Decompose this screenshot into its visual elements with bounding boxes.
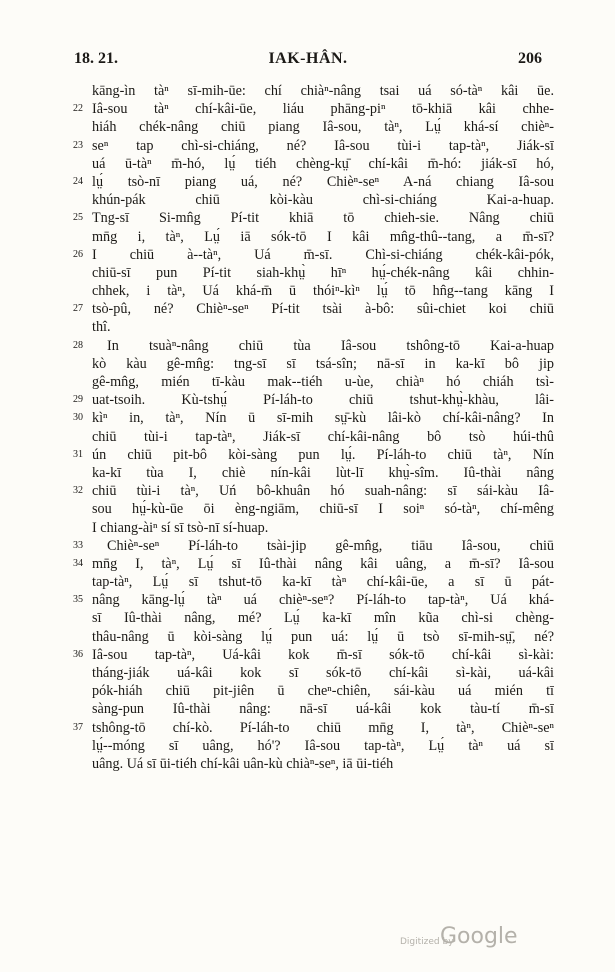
text-line bbox=[0, 555, 615, 573]
line-text: chiū tùi-i tap-tàⁿ, Jiák-sī chí-kâi-nâng bô tsò húi-thû bbox=[92, 428, 554, 445]
text-line bbox=[0, 100, 615, 118]
verse-number: 25 bbox=[73, 212, 83, 224]
text-line bbox=[0, 373, 615, 391]
book-title: IAK-HÂN. bbox=[268, 50, 348, 67]
text-line bbox=[0, 464, 615, 482]
verse-number: 34 bbox=[73, 557, 83, 569]
verse-number: 30 bbox=[73, 412, 83, 424]
line-text: uat-tsoih. Kù-tshṳ́ Pí-láh-to chiū tshut-khṳ̀-khàu, lâi- bbox=[92, 392, 554, 409]
chapter-verse-reference: 18. 21. bbox=[74, 50, 118, 67]
text-line bbox=[0, 428, 615, 446]
line-text: kò kàu gê-mn̂g: tng-sī sī tsá-sîn; nā-sī in ka-kī bô jip bbox=[92, 355, 554, 372]
line-text: ka-kī tùa I, chiè nín-kâi lùt-lī khṳ̀-sîm. Iû-thài nâng bbox=[92, 464, 554, 481]
line-text: chhek, i tàⁿ, Uá khá-m̄ ū thóiⁿ-kìⁿ lṳ́ tō hn̂g--tang kāng I bbox=[92, 283, 554, 300]
line-text: uá ū-tàⁿ m̄-hó, lṳ́ tiéh chèng-kṳ̄ chí-kâi m̄-hó: jiák-sī hó, bbox=[92, 155, 554, 172]
text-line bbox=[0, 755, 615, 773]
text-line bbox=[0, 264, 615, 282]
text-line bbox=[0, 337, 615, 355]
line-text: chiū-sī pun Pí-tit siah-khṳ̀ hīⁿ hṳ́-chék-nâng kâi chhin- bbox=[92, 264, 554, 281]
text-line bbox=[0, 82, 615, 100]
verse-number: 36 bbox=[73, 648, 83, 660]
verse-number: 26 bbox=[73, 248, 83, 260]
text-line bbox=[0, 537, 615, 555]
line-text: tap-tàⁿ, Lṳ́ sī tshut-tō ka-kī tàⁿ chí-kâi-ūe, a sī ū pát- bbox=[92, 574, 554, 591]
text-line bbox=[0, 646, 615, 664]
verse-number: 31 bbox=[73, 448, 83, 460]
text-line bbox=[0, 737, 615, 755]
line-text: kāng-ìn tàⁿ sī-mih-ūe: chí chiàⁿ-nâng tsai uá só-tàⁿ kâi ūe. bbox=[92, 83, 554, 99]
line-text: ún chiū pit-bô kòi-sàng pun lṳ́. Pí-láh-to chiū tàⁿ, Nín bbox=[92, 446, 554, 463]
line-text: nâng kāng-lṳ́ tàⁿ uá chièⁿ-seⁿ? Pí-láh-to tap-tàⁿ, Uá khá- bbox=[92, 592, 554, 609]
text-line bbox=[0, 719, 615, 737]
verse-number: 28 bbox=[73, 339, 83, 351]
text-line bbox=[0, 282, 615, 300]
line-text: seⁿ tap chì-si-chiáng, né? Iâ-sou tùi-i tap-tàⁿ, Jiák-sī bbox=[92, 137, 554, 154]
line-text: thâu-nâng ū kòi-sàng lṳ́ pun uá: lṳ́ ū tsò sī-mih-sṳ̄, né? bbox=[92, 628, 554, 645]
text-line bbox=[0, 118, 615, 136]
text-line bbox=[0, 628, 615, 646]
text-line bbox=[0, 573, 615, 591]
line-text: khún-pák chiū kòi-kàu chì-si-chiáng Kai-a-huap. bbox=[92, 192, 554, 209]
line-text: sī Iû-thài nâng, mé? Lṳ́ ka-kī mîn kũa chì-si chèng- bbox=[92, 610, 554, 627]
text-line bbox=[0, 318, 615, 336]
line-text: sou hṳ́-kù-ūe ōi èng-ngiām, chiū-sī I soiⁿ só-tàⁿ, chí-mêng bbox=[92, 501, 554, 518]
line-text: Chièⁿ-seⁿ Pí-láh-to tsài-jip gê-mn̂g, tiāu Iâ-sou, chiū bbox=[107, 537, 554, 554]
line-text: Iâ-sou tàⁿ chí-kâi-ūe, liáu phāng-piⁿ tō-khiā kâi chhe- bbox=[92, 101, 554, 118]
verse-number: 32 bbox=[73, 485, 83, 497]
line-text: lṳ́ tsò-nī piang uá, né? Chièⁿ-seⁿ A-ná chiang Iâ-sou bbox=[92, 173, 554, 190]
text-line bbox=[0, 155, 615, 173]
text-line bbox=[0, 682, 615, 700]
text-line bbox=[0, 191, 615, 209]
text-line bbox=[0, 446, 615, 464]
line-text: tshông-tō chí-kò. Pí-láh-to chiū mn̄g I, tàⁿ, Chièⁿ-seⁿ bbox=[92, 719, 554, 736]
line-text: I chiū à--tàⁿ, Uá m̄-sī. Chì-si-chiáng chék-kâi-pók, bbox=[92, 246, 554, 263]
line-text: Tng-sī Si-mn̂g Pí-tit khiā tō chieh-sie. Nâng chiū bbox=[92, 210, 554, 227]
verse-number: 24 bbox=[73, 175, 83, 187]
line-text: kìⁿ in, tàⁿ, Nín ū sī-mih sṳ̄-kù lâi-kò chí-kâi-nâng? In bbox=[92, 410, 554, 427]
running-header bbox=[74, 50, 542, 74]
line-text: sàng-pun Iû-thài nâng: nā-sī uá-kâi kok tàu-tí m̄-sī bbox=[92, 701, 554, 718]
page-number: 206 bbox=[518, 50, 542, 67]
line-text: uâng. Uá sī ūi-tiéh chí-kâi uân-kù chiàⁿ-seⁿ, iā ūi-tiéh bbox=[92, 755, 394, 772]
line-text: In tsuàⁿ-nâng chiū tùa Iâ-sou tshông-tō Kai-a-huap bbox=[107, 337, 554, 354]
line-text: pók-hiáh chiū pit-jiên ū cheⁿ-chiên, sái-kàu uá mién tī bbox=[92, 683, 554, 700]
verse-number: 29 bbox=[73, 394, 83, 406]
text-line bbox=[0, 700, 615, 718]
line-text: I chiang-àiⁿ sí sī tsò-nī sí-huap. bbox=[92, 519, 269, 536]
verse-number: 33 bbox=[73, 539, 83, 551]
text-line bbox=[0, 482, 615, 500]
text-line bbox=[0, 500, 615, 518]
line-text: mn̄g I, tàⁿ, Lṳ́ sī Iû-thài nâng kâi uâng, a m̄-sī? Iâ-sou bbox=[92, 555, 554, 572]
verse-number: 23 bbox=[73, 139, 83, 151]
line-text: tsò-pû, né? Chièⁿ-seⁿ Pí-tit tsài à-bô: sûi-chiet koi chiū bbox=[92, 301, 554, 318]
text-line bbox=[0, 591, 615, 609]
google-logo: Google bbox=[440, 924, 518, 949]
text-line bbox=[0, 664, 615, 682]
text-line bbox=[0, 409, 615, 427]
text-line bbox=[0, 519, 615, 537]
text-line bbox=[0, 137, 615, 155]
line-text: mn̄g i, tàⁿ, Lṳ́ iā sók-tō I kâi mn̂g-thû--tang, a m̄-sī? bbox=[92, 228, 554, 245]
line-text: chiū tùi-i tàⁿ, Uń bô-khuân hó suah-nâng: sī sái-kàu Iâ- bbox=[92, 483, 554, 500]
text-line bbox=[0, 209, 615, 227]
text-line bbox=[0, 391, 615, 409]
text-line bbox=[0, 246, 615, 264]
text-line bbox=[0, 173, 615, 191]
text-line bbox=[0, 355, 615, 373]
verse-number: 22 bbox=[73, 103, 83, 115]
verse-number: 27 bbox=[73, 303, 83, 315]
digitized-by-label: Digitized by bbox=[400, 937, 454, 947]
line-text: tháng-jiák uá-kâi kok sī sók-tō chí-kâi sì-kài, uá-kâi bbox=[92, 665, 554, 681]
text-line bbox=[0, 609, 615, 627]
line-text: thî. bbox=[92, 319, 111, 336]
line-text: gê-mn̂g, mién tī-kàu mak--tiéh u-ùe, chiàⁿ hó chiáh tsì- bbox=[92, 374, 554, 390]
text-line bbox=[0, 228, 615, 246]
verse-number: 37 bbox=[73, 721, 83, 733]
text-line bbox=[0, 300, 615, 318]
line-text: Iâ-sou tap-tàⁿ, Uá-kâi kok m̄-sī sók-tō chí-kâi sì-kài: bbox=[92, 646, 554, 663]
line-text: lṳ́--móng sī uâng, hó'? Iâ-sou tap-tàⁿ, Lṳ́ tàⁿ uá sī bbox=[92, 737, 554, 754]
digitization-watermark bbox=[400, 924, 560, 954]
verse-number: 35 bbox=[73, 594, 83, 606]
scripture-text bbox=[0, 82, 615, 773]
line-text: hiáh chék-nâng chiū piang Iâ-sou, tàⁿ, Lṳ́ khá-sí chièⁿ- bbox=[92, 119, 554, 136]
